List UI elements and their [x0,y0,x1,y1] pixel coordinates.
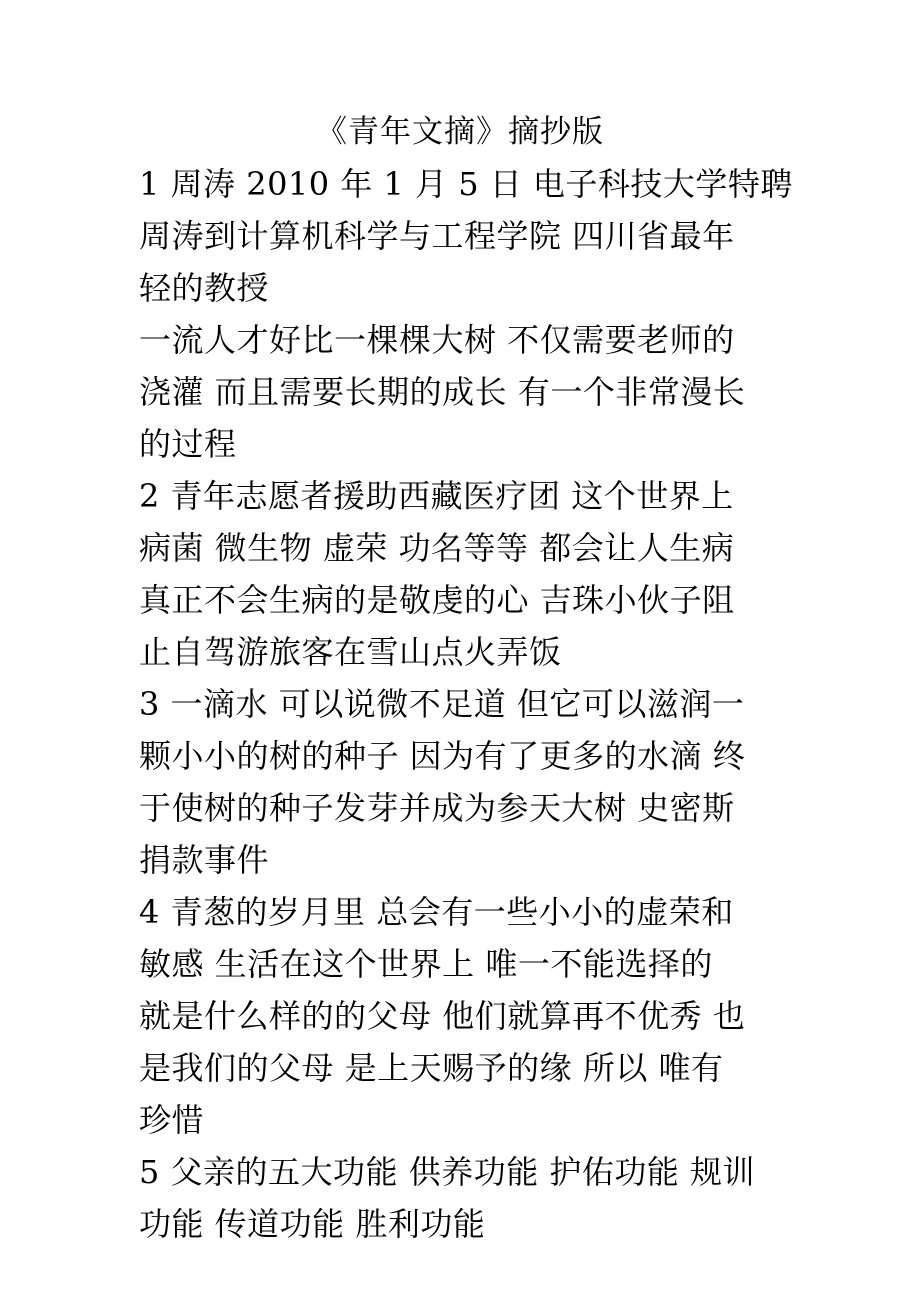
text-line: 敏感 生活在这个世界上 唯一不能选择的 [139,945,713,983]
text-line: 4 青葱的岁月里 总会有一些小小的虚荣和 [139,893,734,931]
text-line: 止自驾游旅客在雪山点火弄饭 [139,633,562,671]
text-line: 病菌 微生物 虚荣 功名等等 都会让人生病 [139,529,735,567]
text-line: 轻的教授 [139,269,270,307]
text-line: 于使树的种子发芽并成为参天大树 史密斯 [139,789,735,827]
text-line: 功能 传道功能 胜利功能 [139,1205,486,1243]
text-line: 的过程 [139,425,237,463]
text-line: 5 父亲的五大功能 供养功能 护佑功能 规训 [139,1153,756,1191]
text-line: 一流人才好比一棵棵大树 不仅需要老师的 [139,321,735,359]
text-line: 颗小小的树的种子 因为有了更多的水滴 终 [139,737,746,775]
text-line: 2 青年志愿者援助西藏医疗团 这个世界上 [139,477,734,515]
text-line: 3 一滴水 可以说微不足道 但它可以滋润一 [139,685,745,723]
text-line: 真正不会生病的是敬虔的心 吉珠小伙子阻 [139,581,735,619]
text-line: 周涛到计算机科学与工程学院 四川省最年 [139,217,735,255]
text-line: 珍惜 [139,1101,205,1139]
text-line: 1 周涛 2010 年 1 月 5 日 电子科技大学特聘 [139,165,793,203]
text-line: 捐款事件 [139,841,270,879]
document-title: 《青年文摘》摘抄版 [316,114,604,150]
text-line: 浇灌 而且需要长期的成长 有一个非常漫长 [139,373,746,411]
document-body [139,158,799,1250]
text-line: 就是什么样的的父母 他们就算再不优秀 也 [139,997,746,1035]
text-line: 是我们的父母 是上天赐予的缘 所以 唯有 [139,1049,724,1087]
